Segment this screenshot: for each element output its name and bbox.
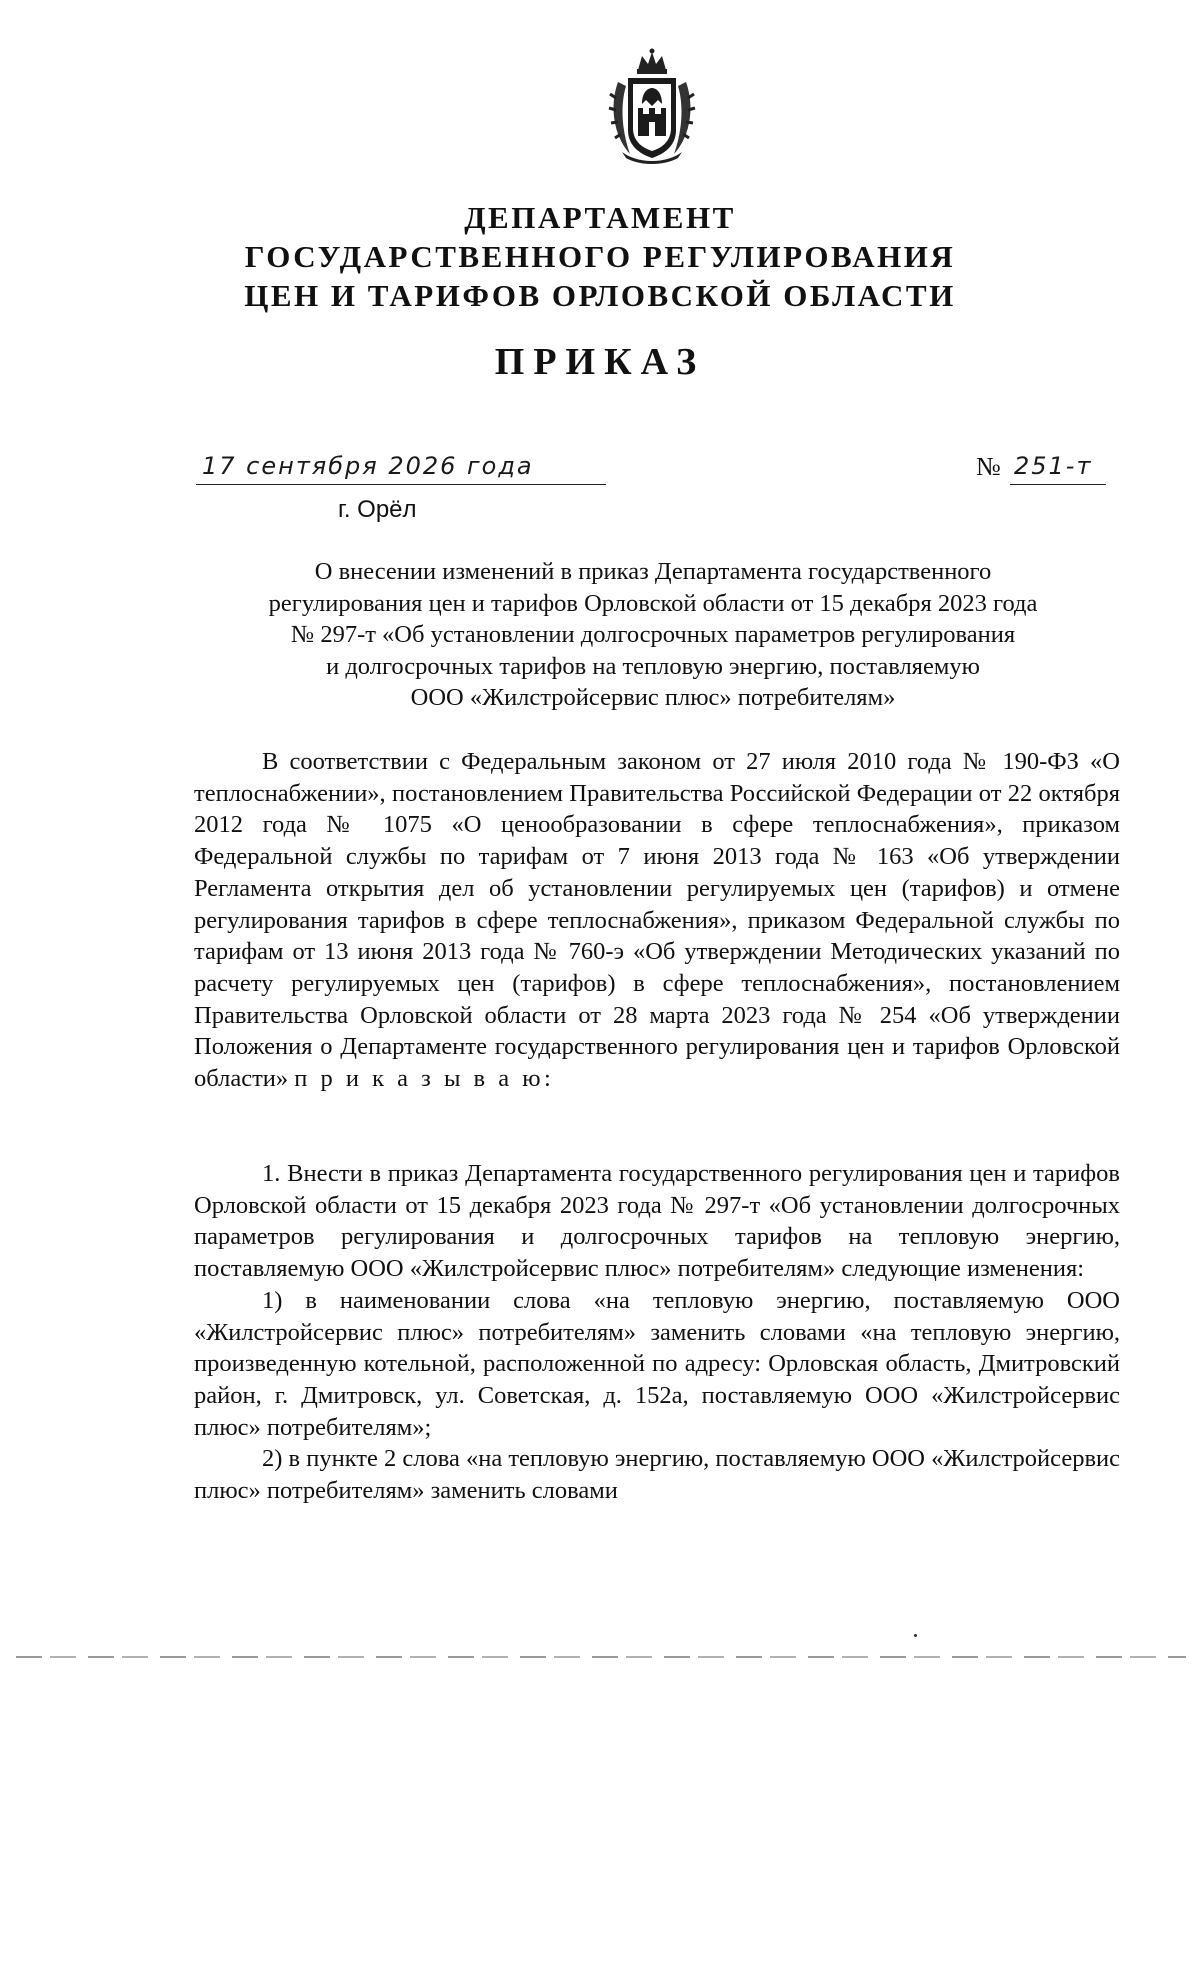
subject-line: и долгосрочных тарифов на тепловую энергию, поставляемую: [326, 652, 980, 680]
date-field: [196, 450, 606, 485]
preamble-paragraph: [194, 746, 1120, 1095]
subject-line: О внесении изменений в приказ Департамента государственного: [314, 558, 992, 585]
department-line: ЦЕН И ТАРИФОВ ОРЛОВСКОЙ ОБЛАСТИ: [244, 278, 956, 313]
item-paragraph-1: 1. Внести в приказ Департамента государственного регулирования цен и тарифов Орловской области от 15 декабря 2023 года № 297-т «Об установлении долгосрочных параметров регулирования и долгосрочных тарифов на тепловую энергию, поставляемую ООО «Жилстройсервис плюс» потребителям» следующие изменения:: [194, 1160, 1120, 1283]
order-subject: [190, 556, 1116, 714]
department-line: ДЕПАРТАМЕНТ: [464, 200, 736, 235]
subitem-paragraph-1: 1) в наименовании слова «на тепловую энергию, поставляемую ООО «Жилстройсервис плюс» потребителям» заменить словами «на тепловую энергию, произведенную котельной, расположенной по адресу: Орловская область, Дмитровский район, г. Дмитровск, ул. Советская, д. 152а, поставляемую ООО «Жилстройсервис плюс» потребителям»;: [194, 1286, 1120, 1441]
handwritten-date: 17 сентября 2026 года: [202, 452, 534, 480]
department-line: ГОСУДАРСТВЕННОГО РЕГУЛИРОВАНИЯ: [244, 239, 956, 274]
subject-line: № 297-т «Об установлении долгосрочных параметров регулирования: [290, 621, 1016, 648]
order-word: п р и к а з ы в а ю:: [294, 1065, 555, 1093]
subject-line: регулирования цен и тарифов Орловской области от 15 декабря 2023 года: [268, 589, 1038, 617]
city-label: г. Орёл: [338, 496, 417, 523]
scan-artifact-line: [16, 1656, 1186, 1658]
order-items-section: [194, 1158, 1120, 1507]
number-label: №: [976, 452, 1001, 481]
preamble-section: [194, 746, 1120, 1095]
scan-artifact-dot: [914, 1634, 917, 1637]
document-type-title: ПРИКАЗ: [494, 341, 706, 383]
preamble-text: В соответствии с Федеральным законом от 27 июля 2010 года № 190-ФЗ «О теплоснабжении», постановлением Правительства Российской Федерации от 22 октября 2012 года № 1075 «О ценообразовании в сфере теплоснабжения», приказом Федеральной службы по тарифам от 7 июня 2013 года № 163 «Об утверждении Регламента открытия дел об установлении регулируемых цен (тарифов) и отмене регулирования тарифов в сфере теплоснабжения», приказом Федеральной службы по тарифам от 13 июня 2013 года № 760-э «Об утверждении Методических указаний по расчету регулируемых цен (тарифов) в сфере теплоснабжения», постановлением Правительства Орловской области от 28 марта 2023 года № 254 «Об утверждении Положения о Департаменте государственного регулирования цен и тарифов Орловской области»: [194, 748, 1120, 1093]
coat-of-arms-icon: [608, 48, 696, 166]
number-field: [1010, 450, 1106, 485]
handwritten-number: 251-т: [1014, 452, 1093, 480]
department-name: [200, 198, 1000, 315]
subject-line: ООО «Жилстройсервис плюс» потребителям»: [410, 684, 896, 711]
subitem-paragraph-2: 2) в пункте 2 слова «на тепловую энергию, поставляемую ООО «Жилстройсервис плюс» потребителям» заменить словами: [194, 1445, 1120, 1505]
